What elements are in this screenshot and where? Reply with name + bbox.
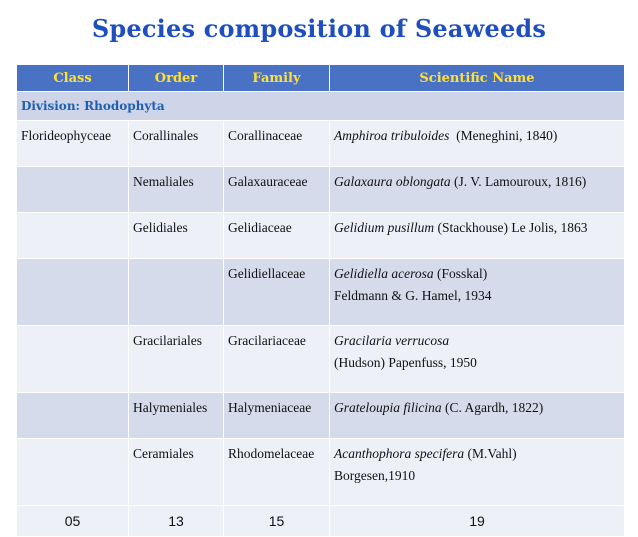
family-cell: Halymeniaceae	[224, 393, 330, 439]
species-authority-line2: Borgesen,1910	[334, 468, 416, 483]
table-row	[17, 393, 625, 439]
table-row	[17, 326, 625, 393]
scientific-name-cell	[330, 259, 625, 326]
table-row	[17, 121, 625, 167]
order-cell: Halymeniales	[129, 393, 224, 439]
family-cell: Gelidiellaceae	[224, 259, 330, 326]
scientific-name-cell	[330, 326, 625, 393]
species-authority: (Stackhouse) Le Jolis, 1863	[434, 220, 588, 235]
family-cell: Gracilariaceae	[224, 326, 330, 393]
family-cell: Galaxauraceae	[224, 167, 330, 213]
page-title: Species composition of Seaweeds	[91, 14, 547, 43]
division-row	[17, 92, 625, 121]
order-cell: Nemaliales	[129, 167, 224, 213]
species-authority: (Fosskal)	[433, 266, 488, 281]
header-class: Class	[17, 65, 129, 92]
species-name: Gelidiella acerosa	[334, 266, 434, 281]
species-name: Galaxaura oblongata	[334, 174, 451, 189]
order-cell: Gracilariales	[129, 326, 224, 393]
species-authority: (J. V. Lamouroux, 1816)	[450, 174, 587, 189]
order-cell	[129, 259, 224, 326]
class-cell	[17, 259, 129, 326]
table-row	[17, 167, 625, 213]
total-class: 05	[17, 506, 129, 537]
totals-row	[17, 506, 625, 537]
table-row	[17, 213, 625, 259]
table-row	[17, 259, 625, 326]
class-cell: Florideophyceae	[17, 121, 129, 167]
division-label: Division: Rhodophyta	[17, 92, 625, 121]
table-header-row	[17, 65, 625, 92]
scientific-name-cell	[330, 121, 625, 167]
order-cell: Gelidiales	[129, 213, 224, 259]
species-name: Gracilaria verrucosa	[334, 333, 450, 348]
class-cell	[17, 326, 129, 393]
total-scientific-name: 19	[330, 506, 625, 537]
class-cell	[17, 213, 129, 259]
scientific-name-cell	[330, 167, 625, 213]
scientific-name-cell	[330, 393, 625, 439]
table-row	[17, 439, 625, 506]
species-authority: (C. Agardh, 1822)	[441, 400, 544, 415]
scientific-name-cell	[330, 213, 625, 259]
order-cell: Corallinales	[129, 121, 224, 167]
species-table	[16, 64, 625, 537]
scientific-name-cell	[330, 439, 625, 506]
class-cell	[17, 393, 129, 439]
species-name: Amphiroa tribuloides	[334, 128, 450, 143]
family-cell: Rhodomelaceae	[224, 439, 330, 506]
header-family: Family	[224, 65, 330, 92]
species-authority-line2: Feldmann & G. Hamel, 1934	[334, 288, 492, 303]
class-cell	[17, 167, 129, 213]
family-cell: Corallinaceae	[224, 121, 330, 167]
family-cell: Gelidiaceae	[224, 213, 330, 259]
species-name: Grateloupia filicina	[334, 400, 442, 415]
species-name: Gelidium pusillum	[334, 220, 435, 235]
species-authority: (M.Vahl)	[464, 446, 517, 461]
order-cell: Ceramiales	[129, 439, 224, 506]
species-authority: (Meneghini, 1840)	[449, 128, 558, 143]
header-order: Order	[129, 65, 224, 92]
total-order: 13	[129, 506, 224, 537]
header-scientific-name: Scientific Name	[330, 65, 625, 92]
total-family: 15	[224, 506, 330, 537]
species-name: Acanthophora specifera	[334, 446, 465, 461]
class-cell	[17, 439, 129, 506]
species-authority-line2: (Hudson) Papenfuss, 1950	[334, 355, 477, 370]
